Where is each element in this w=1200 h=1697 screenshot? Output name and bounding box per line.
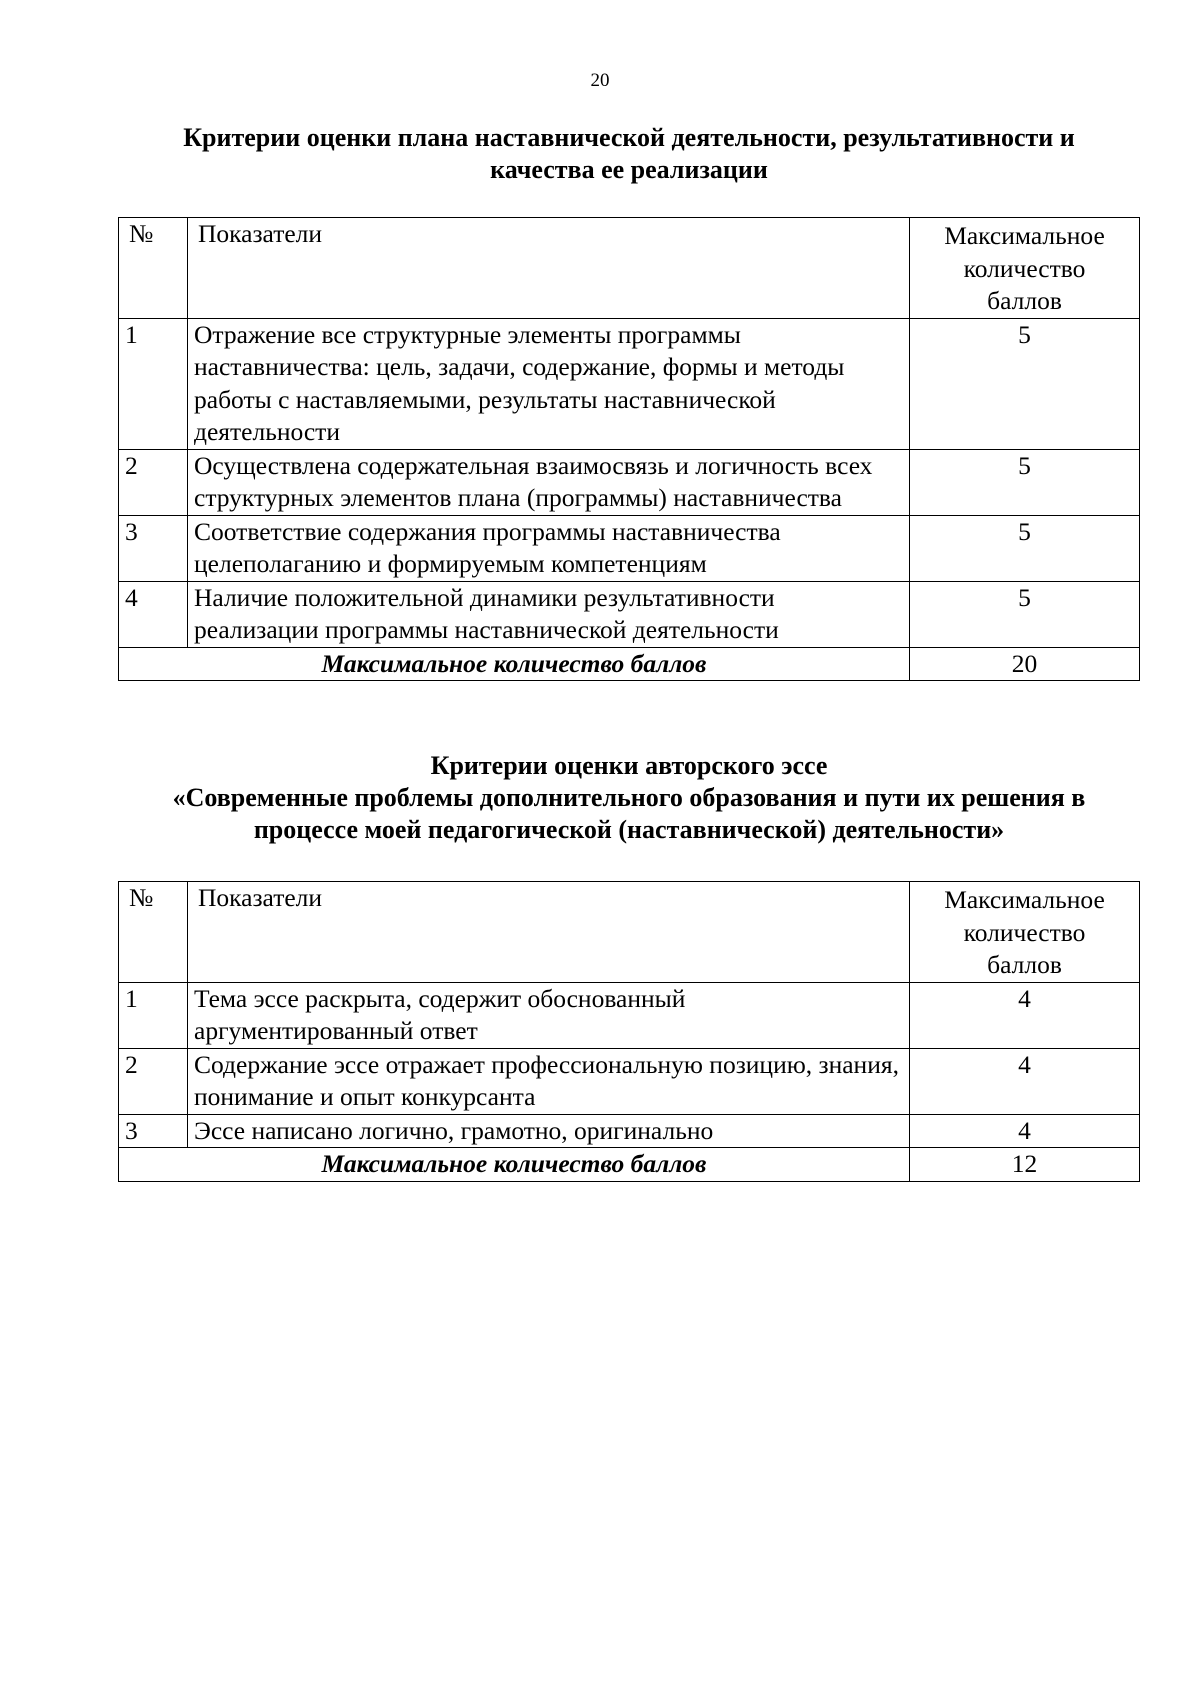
table-row: [119, 581, 1140, 647]
section-2-title-line: «Современные проблемы дополнительного образования и пути их решения в: [172, 783, 1086, 812]
criteria-table-plan: [118, 217, 1140, 681]
row-number: 4: [119, 581, 188, 647]
table-header-row: [119, 882, 1140, 983]
row-number: 3: [119, 1114, 188, 1148]
total-value: 12: [910, 1148, 1140, 1182]
row-number: 2: [119, 449, 188, 515]
header-max-points: [910, 218, 1140, 319]
table-row: [119, 318, 1140, 449]
row-number: 2: [119, 1048, 188, 1114]
page-number: 20: [590, 70, 610, 91]
table-header-row: [119, 218, 1140, 319]
total-row: [119, 1148, 1140, 1182]
row-indicator: Соответствие содержания программы наставничества целеполаганию и формируемым компетенциям: [188, 515, 910, 581]
header-max-line: баллов: [987, 950, 1062, 979]
row-max-points: 4: [910, 1114, 1140, 1148]
total-label: Максимальное количество баллов: [119, 1148, 910, 1182]
row-max-points: 4: [910, 982, 1140, 1048]
row-indicator: Осуществлена содержательная взаимосвязь и логичность всех структурных элементов плана (программы) наставничества: [188, 449, 910, 515]
table-row: [119, 1114, 1140, 1148]
section-2-title: [118, 750, 1140, 846]
row-max-points: 5: [910, 449, 1140, 515]
section-1-title: [118, 122, 1140, 186]
table-row: [119, 449, 1140, 515]
row-max-points: 5: [910, 318, 1140, 449]
header-max-line: Максимальное: [944, 885, 1105, 914]
header-number: №: [119, 218, 188, 319]
row-max-points: 5: [910, 515, 1140, 581]
table-row: [119, 515, 1140, 581]
row-indicator: Наличие положительной динамики результативности реализации программы наставнической деятельности: [188, 581, 910, 647]
row-max-points: 5: [910, 581, 1140, 647]
section-1-title-line: качества ее реализации: [490, 155, 768, 184]
row-indicator: Эссе написано логично, грамотно, оригинально: [188, 1114, 910, 1148]
total-value: 20: [910, 647, 1140, 681]
row-number: 1: [119, 982, 188, 1048]
section-2-title-line: Критерии оценки авторского эссе: [430, 751, 828, 780]
header-max-line: количество: [963, 917, 1086, 947]
table-row: [119, 982, 1140, 1048]
header-indicators: Показатели: [188, 218, 910, 319]
section-1-title-line: Критерии оценки плана наставнической деятельности, результативности и: [183, 123, 1075, 152]
table-row: [119, 1048, 1140, 1114]
header-indicators: Показатели: [188, 882, 910, 983]
header-max-points: [910, 882, 1140, 983]
header-number: №: [119, 882, 188, 983]
section-2-title-line: процессе моей педагогической (наставнической) деятельности»: [253, 815, 1005, 844]
row-indicator: Содержание эссе отражает профессиональную позицию, знания, понимание и опыт конкурсанта: [188, 1048, 910, 1114]
row-indicator: Отражение все структурные элементы программы наставничества: цель, задачи, содержание, формы и методы работы с наставляемыми, результаты наставнической деятельности: [188, 318, 910, 449]
total-row: [119, 647, 1140, 681]
row-number: 3: [119, 515, 188, 581]
row-max-points: 4: [910, 1048, 1140, 1114]
header-max-line: количество: [963, 253, 1086, 283]
header-max-line: Максимальное: [944, 221, 1105, 250]
total-label: Максимальное количество баллов: [119, 647, 910, 681]
criteria-table-essay: [118, 881, 1140, 1182]
row-number: 1: [119, 318, 188, 449]
header-max-line: баллов: [987, 286, 1062, 315]
row-indicator: Тема эссе раскрыта, содержит обоснованный аргументированный ответ: [188, 982, 910, 1048]
